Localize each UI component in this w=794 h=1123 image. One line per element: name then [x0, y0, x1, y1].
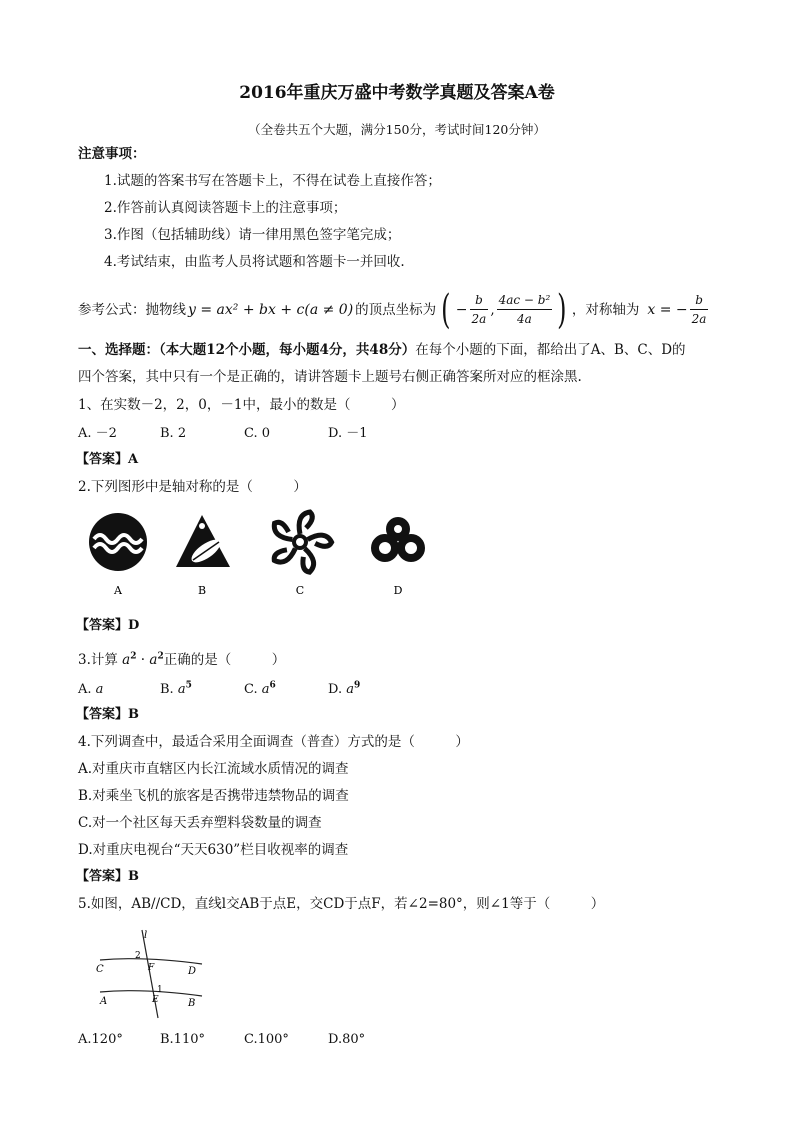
q3-answer: 【答案】B: [76, 707, 139, 722]
axis-fraction: [690, 291, 709, 328]
vertex-y-num: 4ac − b²: [497, 291, 553, 310]
left-paren-icon: (: [441, 286, 451, 333]
vertex-y-den: 4a: [517, 312, 532, 326]
q1-option-b: B. 2: [160, 426, 187, 441]
section-title: 一、选择题：（本大题12个小题，每小题4分，共48分）: [78, 342, 416, 358]
figure-a-icon: [89, 513, 147, 571]
formula-equation: y = ax² + bx + c(a ≠ 0): [188, 301, 354, 318]
q3-option-b: B. $a^5$: [160, 680, 192, 697]
figure-label-c: C: [295, 584, 305, 597]
q4-option-a: A.对重庆市直辖区内长江流域水质情况的调查: [78, 761, 349, 777]
axis-num: b: [690, 291, 709, 310]
figure-label-b: B: [197, 584, 207, 597]
figure-d-icon: [375, 521, 421, 558]
q1-option-a: A. －2: [78, 426, 117, 441]
figure-label-d: D: [393, 584, 403, 597]
svg-text:A: A: [100, 996, 108, 1007]
notes-heading: 注意事项：: [78, 146, 146, 162]
q5-option-a: A.120°: [78, 1032, 123, 1047]
q4-option-b: B.对乘坐飞机的旅客是否携带违禁物品的调查: [78, 788, 349, 804]
section-instruction-1: 在每个小题的下面，都给出了A、B、C、D的: [415, 342, 686, 358]
formula-prefix: 参考公式：抛物线: [78, 301, 186, 318]
svg-text:E: E: [152, 995, 159, 1005]
axis-den: 2a: [691, 312, 707, 326]
note-item: 4.考试结束，由监考人员将试题和答题卡一并回收.: [104, 254, 405, 270]
q4-stem: 4.下列调查中，最适合采用全面调查（普查）方式的是（ ）: [78, 734, 469, 750]
vertex-x-fraction: [470, 291, 489, 328]
q4-option-d: D.对重庆电视台“天天630”栏目收视率的调查: [78, 842, 349, 858]
svg-text:l: l: [144, 930, 148, 941]
note-item: 3.作图（包括辅助线）请一律用黑色签字笔完成；: [104, 227, 401, 243]
q1-stem: 1、在实数－2，2，0，－1中，最小的数是（ ）: [78, 397, 405, 413]
q3-option-d: D. $a^9$: [328, 680, 361, 697]
q3-option-c: C. $a^6$: [244, 680, 276, 697]
vertex-y-fraction: [497, 291, 553, 328]
q1-answer: 【答案】A: [76, 452, 139, 467]
svg-text:2: 2: [135, 951, 141, 961]
q3-stem: 3.计算 $a^2 \cdot a^2$正确的是（ ）: [78, 651, 286, 668]
q5-option-c: C.100°: [244, 1032, 289, 1047]
q1-option-c: C. 0: [244, 426, 271, 441]
note-item: 1.试题的答案书写在答题卡上，不得在试卷上直接作答；: [104, 173, 441, 189]
svg-text:C: C: [96, 964, 104, 975]
q1-option-d: D. －1: [328, 426, 368, 441]
right-paren-icon: ): [557, 286, 567, 333]
q2-figures: [80, 505, 440, 605]
vertex-x-den: 2a: [471, 312, 487, 326]
section-instruction-2: 四个答案，其中只有一个是正确的，请讲答题卡上题号右侧正确答案所对应的框涂黑.: [78, 369, 582, 385]
formula-axis-eq: x = −: [647, 301, 688, 318]
q4-option-c: C.对一个社区每天丢弃塑料袋数量的调查: [78, 815, 322, 831]
svg-text:D: D: [188, 966, 197, 977]
note-item: 2.作答前认真阅读答题卡上的注意事项；: [104, 200, 347, 216]
formula-mid: 的顶点坐标为: [355, 301, 437, 318]
reference-formula: 参考公式：抛物线 y = ax² + bx + c(a ≠ 0) 的顶点坐标为 ( − $\frac{b}{2a}$ , $\frac{\text{4ac − b²}}{4a}$ ) ，对称轴为 x = − $\frac{b}{2a}$: [78, 286, 707, 333]
q5-figure: [90, 928, 220, 1020]
figure-c-icon: [271, 512, 332, 573]
q3-stem-pre: 3.计算: [78, 652, 118, 668]
q2-stem: 2.下列图形中是轴对称的是（ ）: [78, 479, 307, 495]
section-heading: [78, 341, 686, 359]
q2-answer: 【答案】D: [76, 618, 140, 633]
q4-answer: 【答案】B: [76, 869, 139, 884]
svg-text:B: B: [188, 998, 196, 1009]
figure-b-icon: [176, 515, 230, 567]
page-title: 2016年重庆万盛中考数学真题及答案A卷: [239, 83, 555, 103]
q3-stem-post: 正确的是（ ）: [163, 652, 286, 668]
q3-option-a: A. a: [78, 682, 104, 697]
page-subtitle: （全卷共五个大题，满分150分，考试时间120分钟）: [248, 122, 546, 137]
q5-option-d: D.80°: [328, 1032, 366, 1047]
svg-text:1: 1: [157, 985, 163, 995]
vertex-x-num: b: [470, 291, 489, 310]
q5-option-b: B.110°: [160, 1032, 205, 1047]
svg-text:F: F: [148, 963, 155, 973]
q5-stem: 5.如图，AB//CD，直线l交AB于点E，交CD于点F，若∠2=80°，则∠1等于（ ）: [78, 896, 605, 912]
formula-axis-label: ，对称轴为: [571, 301, 640, 318]
figure-label-a: A: [114, 584, 122, 597]
